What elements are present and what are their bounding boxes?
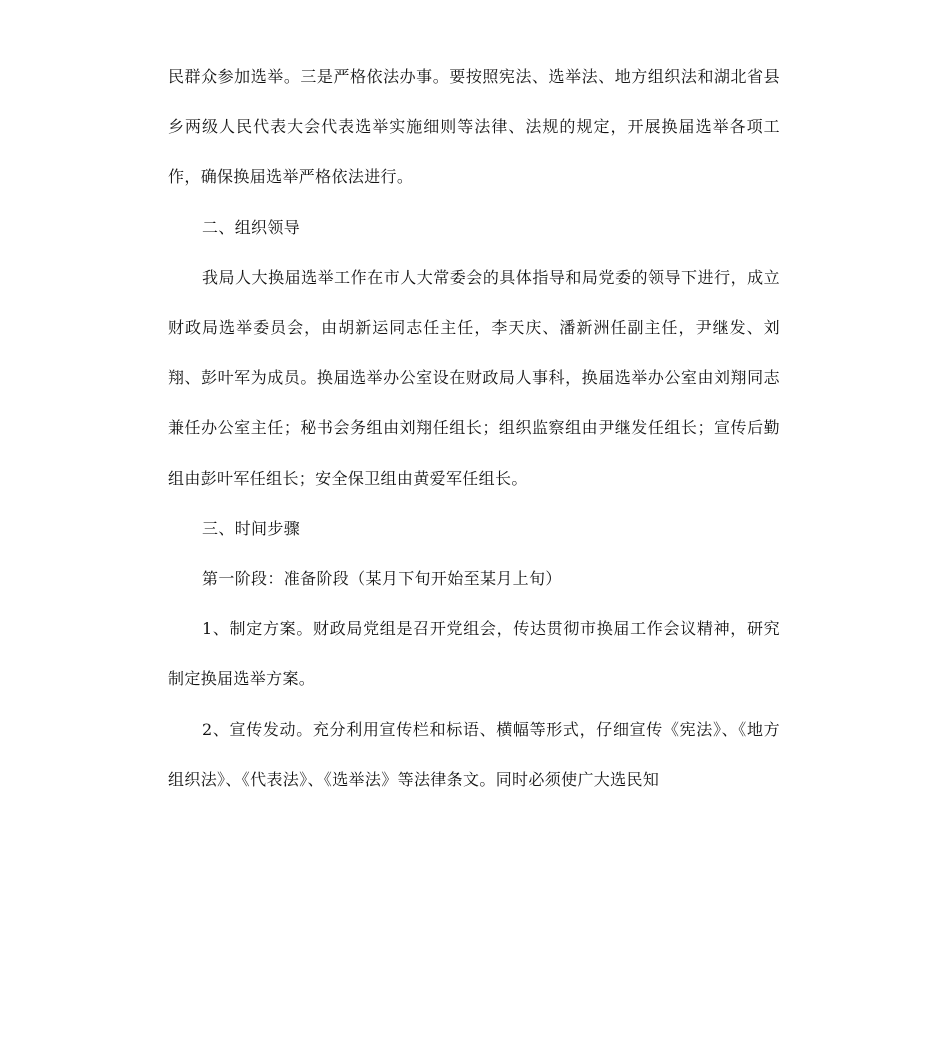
section-heading-organization: 二、组织领导 bbox=[202, 217, 301, 237]
paragraph-step-1: 1、制定方案。财政局党组是召开党组会，传达贯彻市换届工作会议精神，研究制定换届选举方案。 bbox=[168, 619, 780, 689]
section-heading-schedule: 三、时间步骤 bbox=[202, 518, 301, 538]
stage-heading-preparation: 第一阶段：准备阶段（某月下旬开始至某月上旬） bbox=[202, 569, 562, 589]
paragraph-organization: 我局人大换届选举工作在市人大常委会的具体指导和局党委的领导下进行，成立财政局选举委员会，由胡新运同志任主任，李天庆、潘新洲任副主任，尹继发、刘翔、彭叶军为成员。换届选举办公室设在财政局人事科，换届选举办公室由刘翔同志兼任办公室主任；秘书会务组由刘翔任组长；组织监察组由尹继发任组长；宣传后勤组由彭叶军任组长；安全保卫组由黄爱军任组长。 bbox=[168, 267, 780, 488]
document-page bbox=[168, 52, 780, 805]
paragraph-continuation: 民群众参加选举。三是严格依法办事。要按照宪法、选举法、地方组织法和湖北省县乡两级人民代表大会代表选举实施细则等法律、法规的规定，开展换届选举各项工作，确保换届选举严格依法进行。 bbox=[168, 67, 780, 187]
paragraph-step-2: 2、宣传发动。充分利用宣传栏和标语、横幅等形式，仔细宣传《宪法》、《地方组织法》、《代表法》、《选举法》等法律条文。同时必须使广大选民知 bbox=[168, 719, 780, 789]
